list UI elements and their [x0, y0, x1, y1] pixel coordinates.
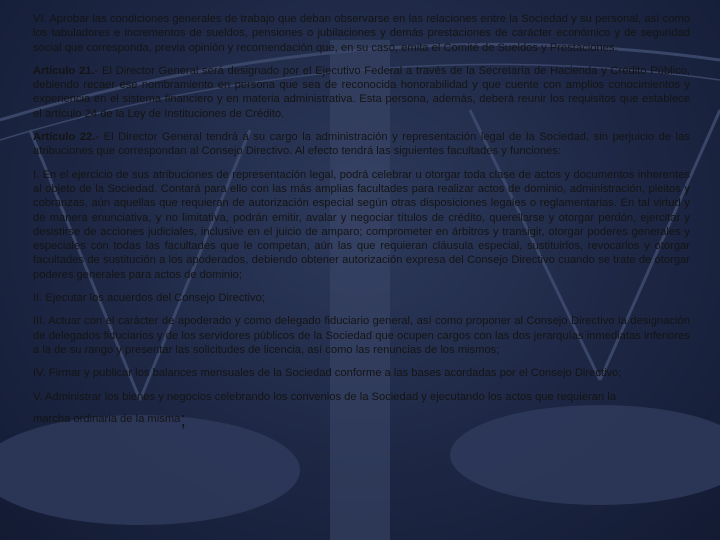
item-v-line2-wrap [33, 408, 690, 431]
item-iii [33, 314, 690, 357]
item-ii [33, 291, 690, 305]
article-21-body: - El Director General será designado por el Ejecutivo Federal a través de la Secretaría de Hacienda y Crédito Público, debiendo recaer ese nombramiento en persona que sea de reconocida honorabilidad y que cuente con amplios conocimientos y experiencia en el sistema financiero y en materia administrativa. Esta persona, además, deberá reunir los requisitos que establece el artículo 24 de la Ley de Instituciones de Crédito. [33, 64, 690, 120]
item-i-text: I. En el ejercicio de sus atribuciones de representación legal, podrá celebrar u otorgar toda clase de actos y documentos inherentes al objeto de la Sociedad. Contará para ello con las más amplias facultades para realizar actos de dominio, administración, pleitos y cobranzas, aún aquellas que requieran de autorización especial según otras disposiciones legales o reglamentarias. En tal virtud y de manera enunciativa, y no limitativa, podrán emitir, avalar y negociar títulos de crédito, querellarse y otorgar perdón, ejercitar y desistirse de acciones judiciales, inclusive en el juicio de amparo; comprometer en árbitros y transigir, otorgar poderes generales y especiales con todas las facultades que le competan, aún las que requieran cláusula especial, sustituirlos, revocarlos y otorgar facultades de sustitución a los apoderados, debiendo obtener autorización expresa del Consejo Directivo cuando se trate de otorgar poderes generales para actos de dominio; [33, 168, 690, 281]
article-22-body: - El Director General tendrá a su cargo la administración y representación legal de la Sociedad, sin perjuicio de las atribuciones que correspondan al Consejo Directivo. Al efecto tendrá las siguientes facultades y funciones: [33, 131, 690, 158]
article-22 [33, 130, 690, 159]
item-iv-text: IV. Firmar y publicar los balances mensuales de la Sociedad conforme a las bases acordadas por el Consejo Directivo; [33, 367, 622, 380]
paragraph-vi [33, 12, 690, 55]
item-iii-text: III. Actuar con el carácter de apoderado y como delegado fiduciario general, así como proponer al Consejo Directivo la designación de delegados fiduciarios y de los servidores públicos de la Sociedad que ocupen cargos con las dos jerarquías inmediatas inferiores a la de su rango y presentar las solicitudes de licencia, así como las renuncias de los mismos; [33, 315, 690, 356]
item-i [33, 168, 690, 282]
document-body [33, 12, 690, 436]
item-ii-text: II. Ejecutar los acuerdos del Consejo Directivo; [33, 292, 265, 305]
item-v-line1: V. Administrar los bienes y negocios celebrando los convenios de la Sociedad y ejecutando los actos que requieran la [33, 390, 616, 403]
item-v-line2: marcha ordinaria de la misma [33, 412, 181, 425]
article-21-heading: Artículo 21. [33, 64, 95, 77]
paragraph-vi-text: VI. Aprobar las condiciones generales de trabajo que deban observarse en las relaciones entre la Sociedad y su personal, así como los tabuladores e incrementos de sueldos, pensiones o jubilaciones y demás prestaciones de carácter económico y de seguridad social que corresponda, previa opinión y recomendación que, en su caso, emita el Comité de Sueldos y Prestaciones. [33, 13, 690, 54]
article-21 [33, 64, 690, 121]
item-iv [33, 366, 690, 380]
item-v-end: ; [180, 408, 186, 431]
article-22-heading: Artículo 22. [33, 131, 96, 144]
item-v [33, 390, 690, 431]
